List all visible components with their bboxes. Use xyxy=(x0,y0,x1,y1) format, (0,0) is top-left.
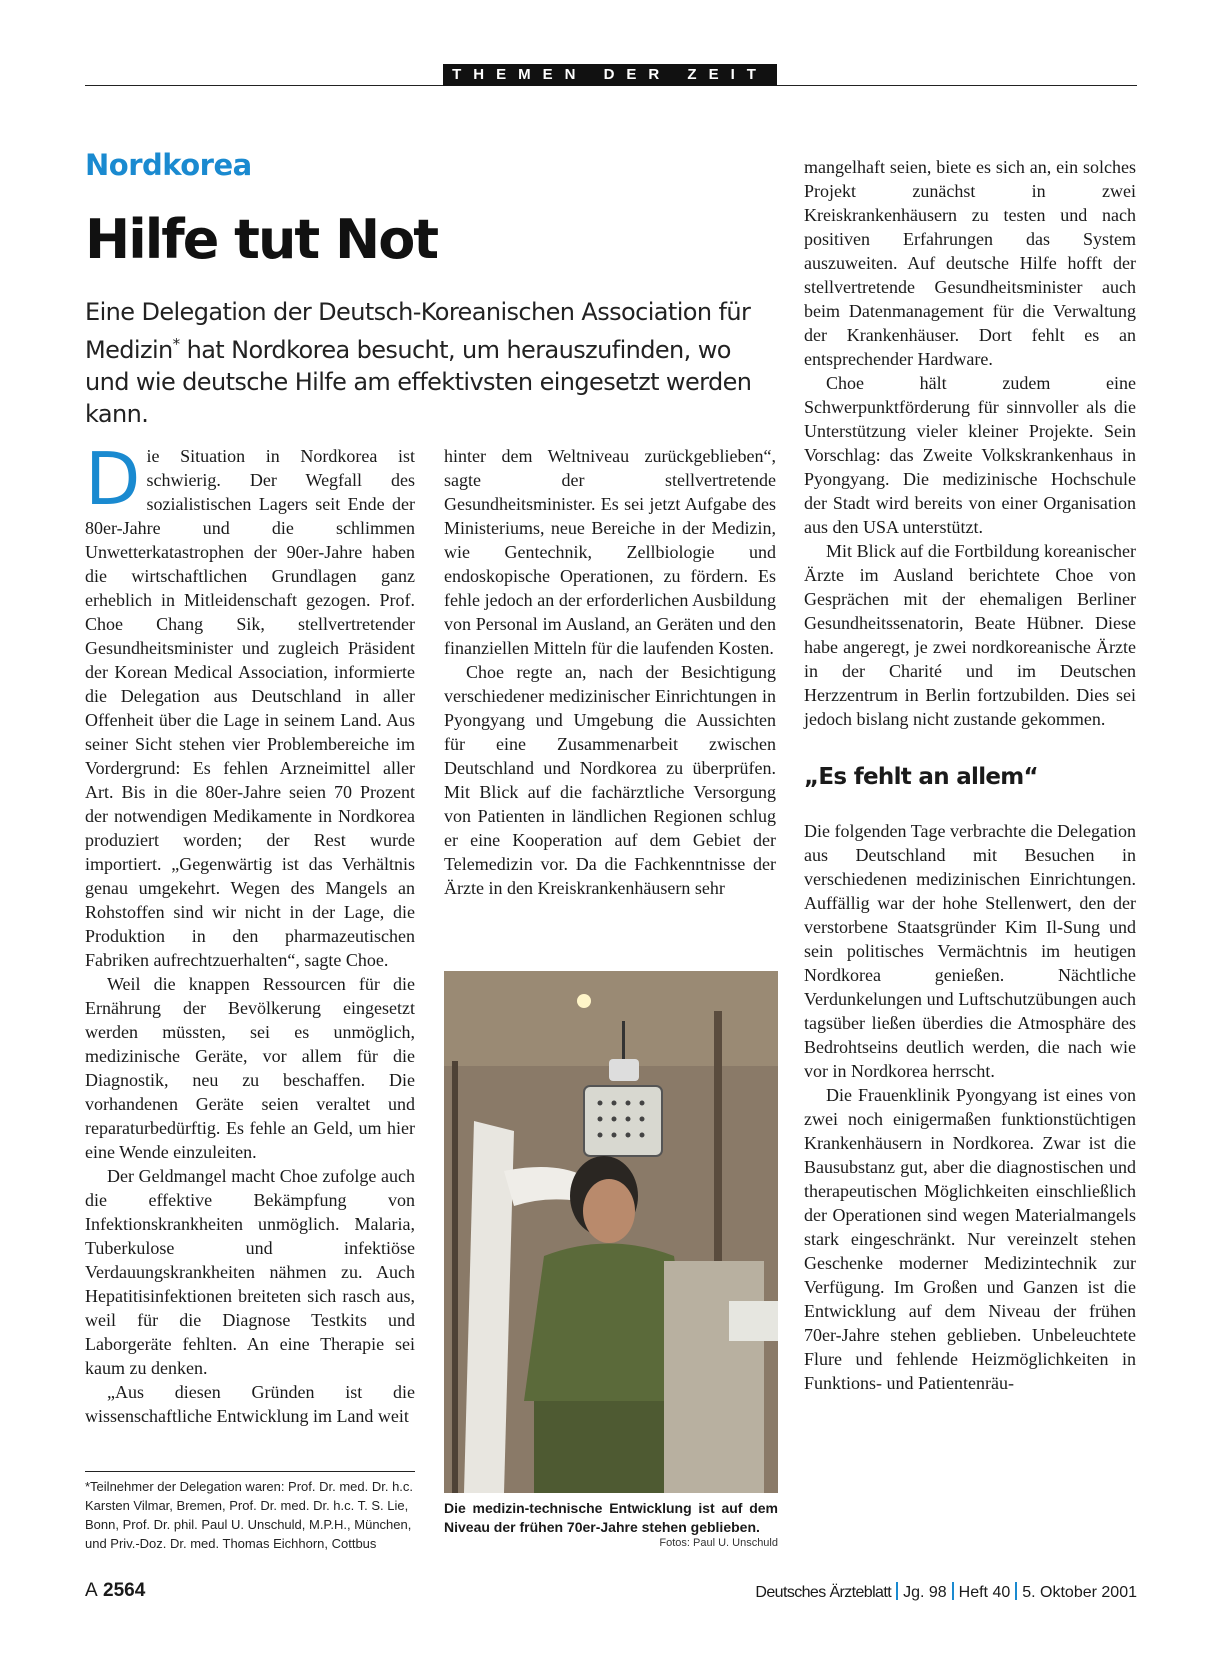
paragraph: „Aus diesen Gründen ist die wissenschaftliche Entwicklung im Land weit xyxy=(85,1382,415,1426)
issue: Heft 40 xyxy=(958,1584,1011,1601)
lead-text-rest: hat Nordkorea besucht, um herauszufinden, wo und wie deutsche Hilfe am effektivsten eingesetzt werden kann. xyxy=(85,336,752,428)
paragraph: Die Frauenklinik Pyongyang ist eines von zwei noch einigermaßen funktionstüchtigen Krankenhäusern in Nordkorea. Zwar ist die Bausubstanz gut, aber die diagnostischen und therapeutischen Möglichkeiten einschließlich der Operationen sind wegen Materialmangels stark eingeschränkt. Nur vereinzelt stehen Geschenke moderner Medizintechnik zur Verfügung. Im Großen und Ganzen ist die Entwicklung auf dem Niveau der frühen 70er-Jahre stehen geblieben. Unbeleuchtete Flure und fehlende Heizmöglichkeiten in Funktions- und Patientenräu- xyxy=(804,1085,1136,1393)
photo-medical-device xyxy=(584,1086,662,1156)
photo-caption: Die medizin-technische Entwicklung ist auf dem Niveau der frühen 70er-Jahre stehen geblieben. xyxy=(444,1500,778,1535)
body-column-2 xyxy=(444,444,776,900)
photo-wall-post xyxy=(452,1061,458,1493)
photo-lamp-arm xyxy=(622,1021,625,1061)
issue-date: 5. Oktober 2001 xyxy=(1022,1584,1137,1601)
paragraph-text: ie Situation in Nordkorea ist schwierig. Der Wegfall des sozialistischen Lagers seit Ende der 80er-Jahre und die schlimmen Unwetterkatastrophen der 90er-Jahre haben die wirtschaftlichen Grundlagen ganz erheblich in Mitleidenschaft gezogen. Prof. Choe Chang Sik, stellvertretender Gesundheitsminister und zugleich Präsident der Korean Medical Association, informierte die Delegation aus Deutschland in aller Offenheit über die Lage in seinem Land. Aus seiner Sicht stehen vier Problembereiche im Vordergrund: Es fehlen Arzneimittel aller Art. Bis in die 80er-Jahre seien 70 Prozent der notwendigen Medikamente in Nordkorea produziert worden; der Rest wurde importiert. „Gegenwärtig ist das Verhältnis genau umgekehrt. Wegen des Mangels an Rohstoffen sind wir nicht in der Lage, die Produktion in den pharmazeutischen Fabriken aufrechtzuerhalten“, sagte Choe. xyxy=(85,446,415,970)
body-column-1 xyxy=(85,437,415,1428)
journal-name: Deutsches Ärzteblatt xyxy=(755,1584,892,1601)
paragraph: Die folgenden Tage verbrachte die Delegation aus Deutschland mit Besuchen in verschiedenen medizinischen Einrichtungen. Auffällig war der hohe Stellenwert, den der verstorbene Staatsgründer Kim Il-Sung und sein politisches Vermächtnis im heutigen Nordkorea genießen. Nächtliche Verdunkelungen und Luftschutzübungen auch tagsüber ließen überdies die Atmosphäre des Bedrohtseins deutlich werden, die nach wie vor in Nordkorea herrscht. xyxy=(804,821,1136,1081)
photo-illustration xyxy=(444,971,778,1493)
footnote-rule xyxy=(85,1471,415,1472)
section-label: THEMEN DER ZEIT xyxy=(443,64,777,86)
subheading: „Es fehlt an allem“ xyxy=(804,764,1038,790)
page-footer xyxy=(85,1578,1137,1608)
photo-credit: Fotos: Paul U. Unschuld xyxy=(659,1537,778,1549)
separator xyxy=(952,1582,954,1600)
volume: Jg. 98 xyxy=(903,1584,947,1601)
paragraph: Choe hält zudem eine Schwerpunktförderung für sinnvoller als die Unterstützung vieler kleiner Projekte. Sein Vorschlag: das Zweite Volkskrankenhaus in Pyongyang. Die medizinische Hochschule der Stadt wird bereits von einer Organisation aus den USA unterstützt. xyxy=(804,373,1136,537)
photo-ceiling-light xyxy=(577,994,591,1008)
article-kicker: Nordkorea xyxy=(85,148,252,182)
page-number: 2564 xyxy=(103,1580,146,1601)
lead-footnote-marker: * xyxy=(172,335,180,353)
photo-chair xyxy=(664,1261,764,1493)
photo-lamp-head xyxy=(609,1059,639,1081)
photo-patient-face xyxy=(583,1179,635,1243)
paragraph: Weil die knappen Ressourcen für die Ernährung der Bevölkerung eingesetzt werden müssten, sei es unmöglich, medizinische Geräte, vor allem für die Diagnostik, neu zu beschaffen. Die vorhandenen Geräte seien veraltet und reparaturbedürftig. Es fehle an Geld, um hier eine Wende einzuleiten. xyxy=(85,974,415,1162)
paragraph: mangelhaft seien, biete es sich an, ein solches Projekt zunächst in zwei Kreiskrankenhäusern zu testen und nach positiven Erfahrungen das System auszuweiten. Auf deutsche Hilfe hofft der stellvertretende Gesundheitsminister auch beim Datenmanagement für die Verwaltung der Krankenhäuser. Dort fehlt es an entsprechender Hardware. xyxy=(804,157,1136,369)
body-column-3 xyxy=(804,155,1136,1395)
page-prefix: A xyxy=(85,1580,98,1601)
publication-info xyxy=(755,1582,1137,1602)
article-headline: Hilfe tut Not xyxy=(85,208,438,271)
paragraph: hinter dem Weltniveau zurückgeblieben“, sagte der stellvertretende Gesundheitsminister. Es sei jetzt Aufgabe des Ministeriums, neue Bereiche in der Medizin, wie Gentechnik, Zellbiologie und endoskopische Operationen, zu fördern. Es fehle jedoch an der erforderlichen Ausbildung von Personal im Ausland, an Geräten und den finanziellen Mitteln für die laufenden Kosten. xyxy=(444,446,776,658)
footnote: *Teilnehmer der Delegation waren: Prof. Dr. med. Dr. h.c. Karsten Vilmar, Bremen, Prof. Dr. med. Dr. h.c. T. S. Lie, Bonn, Prof. Dr. phil. Paul U. Unschuld, M.P.H., München, und Priv.-Doz. Dr. med. Thomas Eichhorn, Cottbus xyxy=(85,1479,414,1551)
article-photo xyxy=(444,971,778,1493)
paragraph xyxy=(85,437,415,972)
paragraph: Der Geldmangel macht Choe zufolge auch die effektive Bekämpfung von Infektionskrankheiten unmöglich. Malaria, Tuberkulose und infektiöse Verdauungskrankheiten nähmen zu. Auch Hepatitisinfektionen breiteten sich rasch aus, weil für die Diagnose Testkits und Laborgeräte fehlten. An eine Therapie sei kaum zu denken. xyxy=(85,1166,415,1378)
paragraph: Mit Blick auf die Fortbildung koreanischer Ärzte im Ausland berichtete Choe von Gesprächen mit der ehemaligen Berliner Gesundheitssenatorin, Beate Hübner. Diese habe angeregt, je zwei nordkoreanische Ärzte in der Charité und im Deutschen Herzzentrum in Berlin fortzubilden. Dies sei jedoch bislang nicht zustande gekommen. xyxy=(804,541,1136,729)
photo-ceiling xyxy=(444,971,778,1066)
article-lead xyxy=(85,296,775,430)
separator xyxy=(896,1582,898,1600)
lead-text: Eine Delegation der Deutsch-Koreanischen Association für Medizin xyxy=(85,298,751,364)
drop-cap: D xyxy=(85,437,141,521)
separator xyxy=(1015,1582,1017,1600)
photo-side-table xyxy=(729,1301,778,1341)
paragraph: Choe regte an, nach der Besichtigung verschiedener medizinischer Einrichtungen in Pyongyang und Umgebung die Aussichten für eine Zusammenarbeit zwischen Deutschland und Nordkorea zu überprüfen. Mit Blick auf die fachärztliche Versorgung von Patienten in ländlichen Regionen schlug er eine Kooperation auf dem Gebiet der Telemedizin vor. Da die Fachkenntnisse der Ärzte in den Kreiskrankenhäusern sehr xyxy=(444,662,776,898)
